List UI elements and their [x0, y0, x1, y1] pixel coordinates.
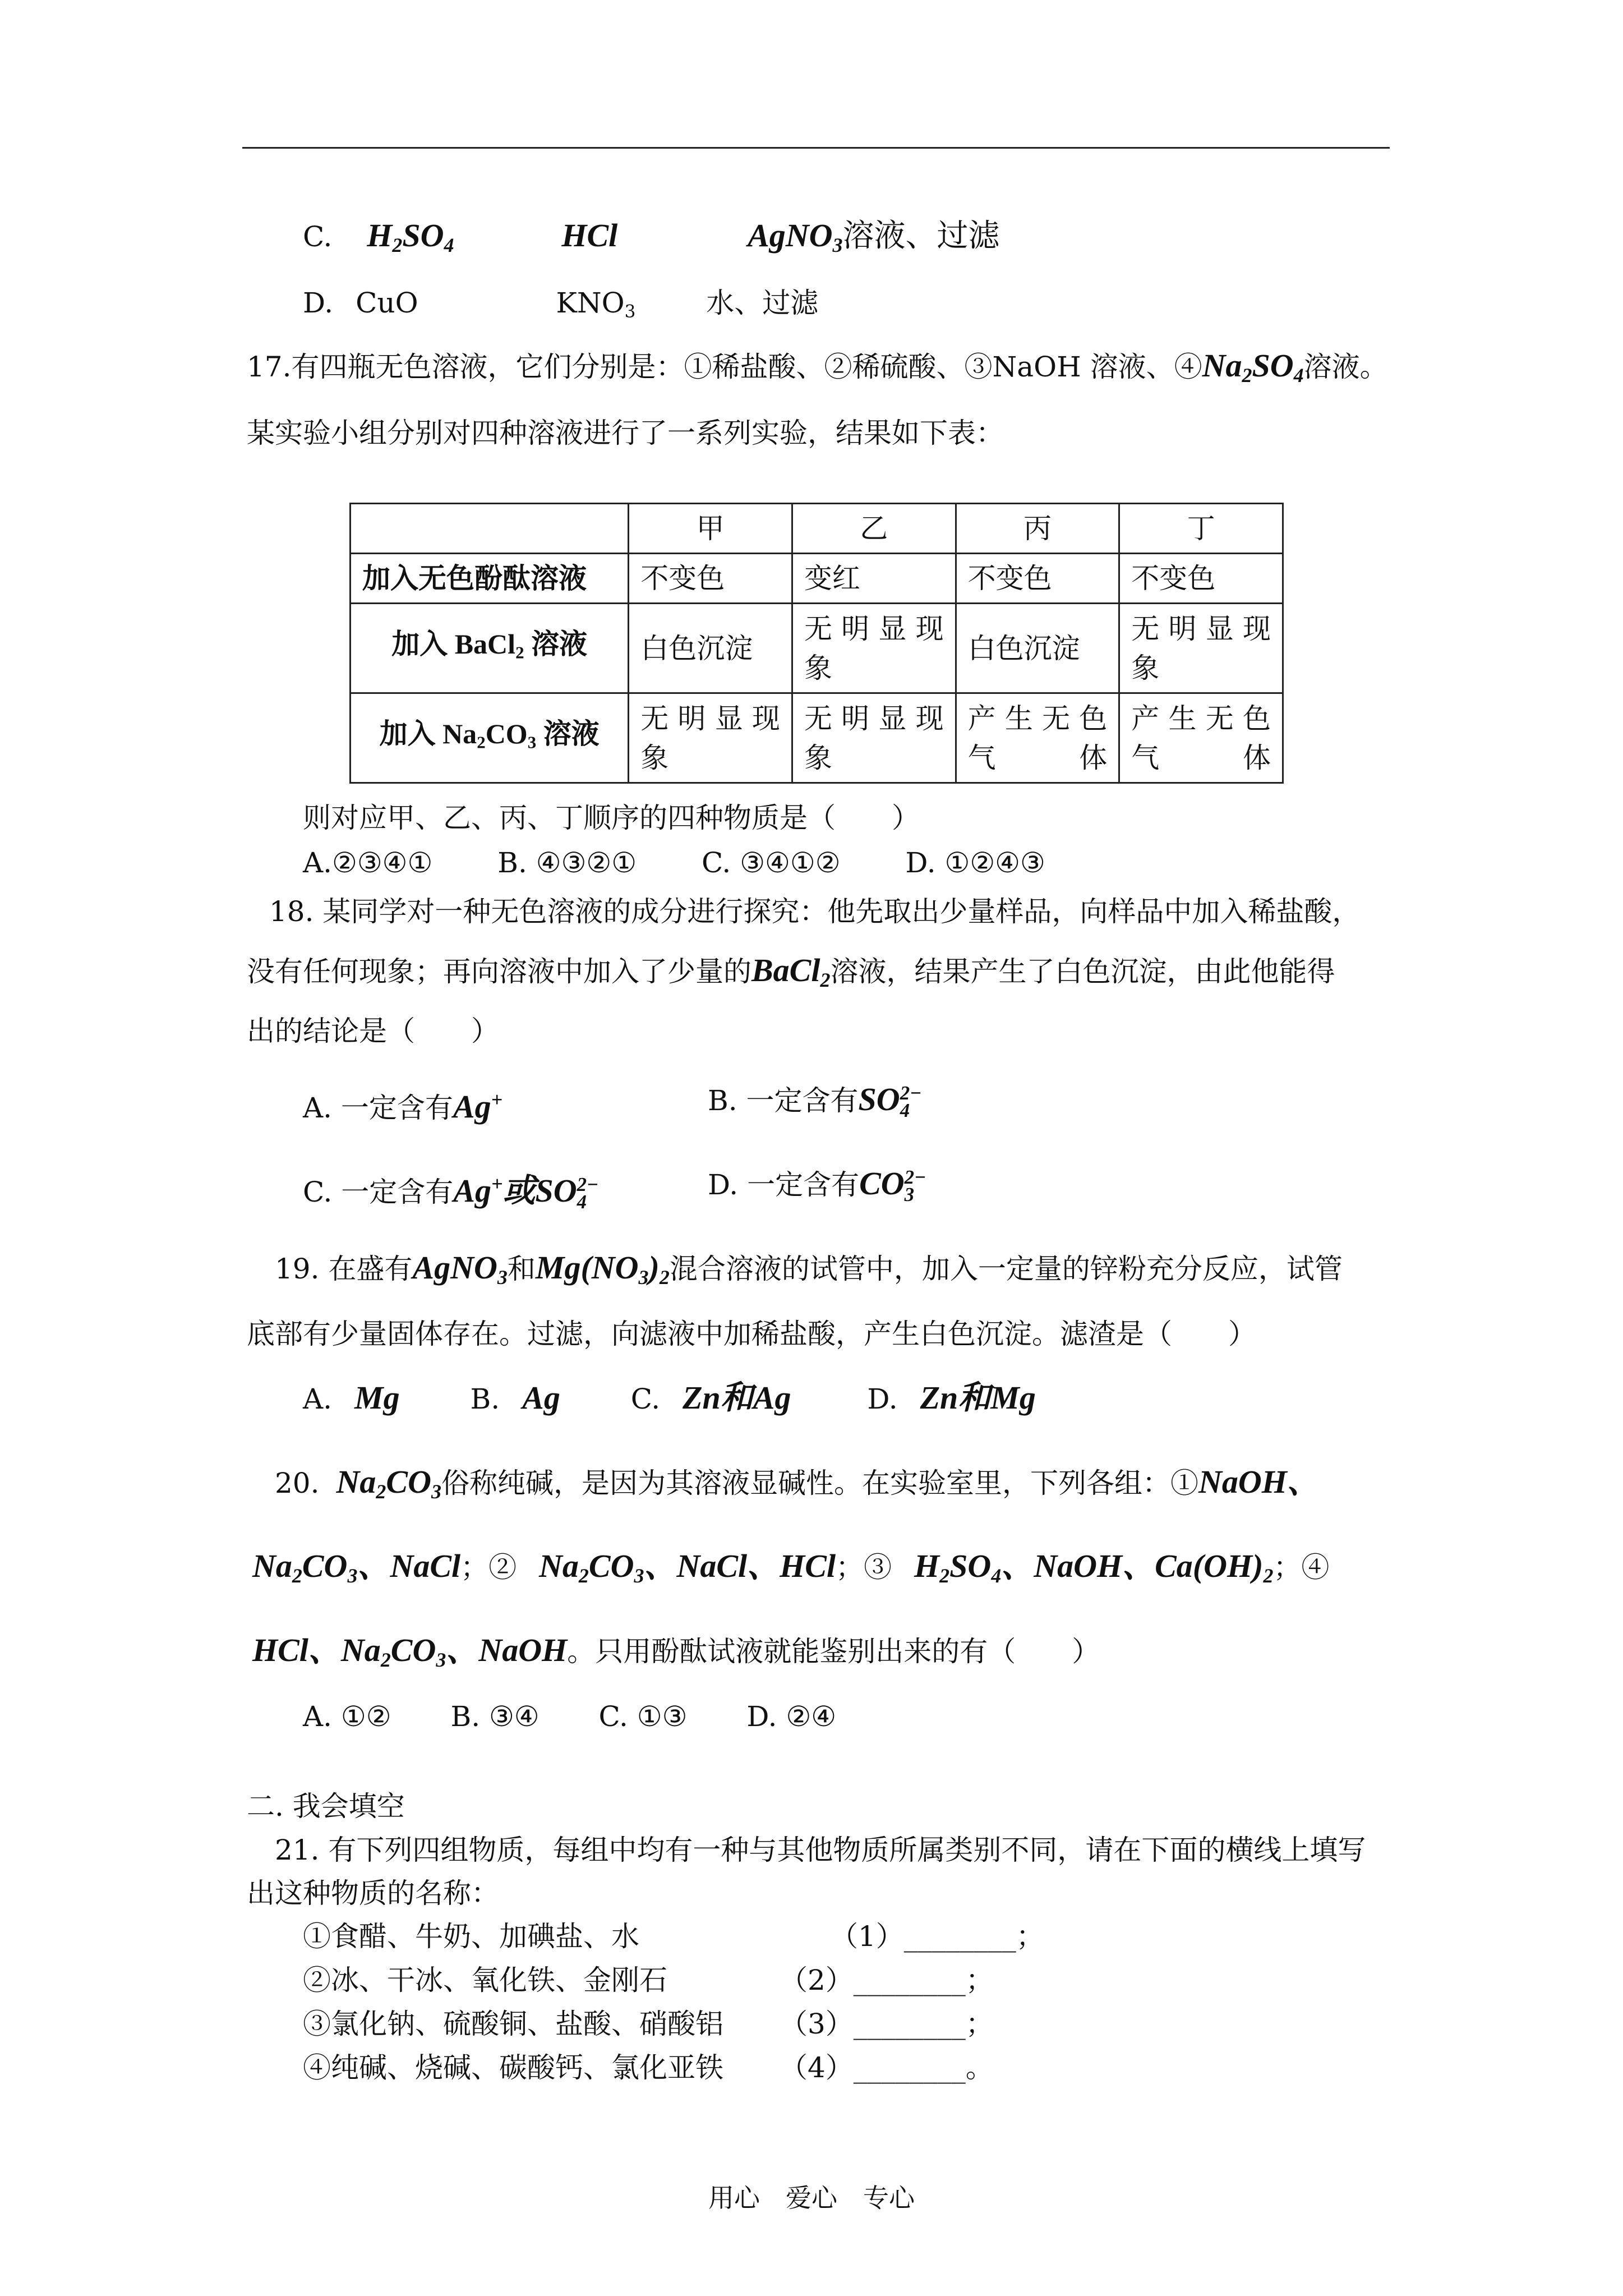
- q21-item: ④纯碱、烧碱、碳酸钙、氯化亚铁: [303, 2051, 723, 2084]
- q17-line2: 某实验小组分别对四种溶液进行了一系列实验，结果如下表：: [247, 417, 1004, 449]
- formula-mgno32: $Mg(NO_3)_2$: [535, 1249, 670, 1289]
- table-cell: 不变色: [1119, 554, 1283, 604]
- q17-options: [303, 846, 1045, 880]
- row-label: 加入 BaCl$_2$ 溶液: [351, 604, 629, 693]
- experiment-table: [349, 503, 1284, 784]
- q21-blank: （3）________；: [780, 2008, 994, 2040]
- q21-item: ③氯化钠、硫酸铜、盐酸、硝酸铝: [303, 2008, 723, 2040]
- q20-options: [303, 1700, 836, 1733]
- table-cell: 不变色: [629, 554, 792, 604]
- option-d: D. Zn和Mg: [867, 1379, 1036, 1416]
- table-cell: 无明显现象: [792, 604, 956, 693]
- table-cell: 产生无色气体: [1119, 693, 1283, 783]
- option-c-line: C. $H_2SO_4$ HCl AgNO$_3$溶液、过滤: [303, 217, 1000, 257]
- option-a: A. ①②: [303, 1700, 391, 1733]
- q18-line1: 18. 某同学对一种无色溶液的成分进行探究：他先取出少量样品，向样品中加入稀盐酸，: [269, 895, 1361, 928]
- table-header-cell: [351, 504, 629, 554]
- q18-option-a: A. 一定含有Ag+: [303, 1088, 503, 1125]
- q20-line2: $Na_2CO_3$、NaCl；② $Na_2CO_3$、NaCl、HCl；③ $H_2SO_4$、NaOH、$Ca(OH)_2$；④: [252, 1548, 1330, 1588]
- option-b: B. Ag: [470, 1379, 560, 1416]
- q21-line2: 出这种物质的名称：: [247, 1877, 499, 1910]
- table-row: [351, 693, 1283, 783]
- formula-na2co3: $Na_2CO_3$: [336, 1464, 441, 1503]
- option-a: A.②③④①: [303, 846, 433, 879]
- option-c: C. ③④①②: [701, 846, 841, 879]
- row-label: 加入无色酚酞溶液: [351, 554, 629, 604]
- option-d: D. ①②④③: [905, 846, 1045, 879]
- table-cell: 白色沉淀: [629, 604, 792, 693]
- formula-agno3: AgNO$_3$: [748, 217, 843, 257]
- table-cell: 白色沉淀: [956, 604, 1119, 693]
- option-d: D. ②④: [746, 1700, 837, 1733]
- table-cell: 无明显现象: [629, 693, 792, 783]
- header-rule: [242, 147, 1390, 149]
- page-footer: 用心 爱心 专心: [708, 2183, 915, 2213]
- q21-line1: 21. 有下列四组物质，每组中均有一种与其他物质所属类别不同，请在下面的横线上填写: [275, 1834, 1366, 1866]
- q18-line2: 没有任何现象；再向溶液中加入了少量的BaCl$_2$溶液，结果产生了白色沉淀，由此他能得: [247, 952, 1335, 992]
- q18-line3: 出的结论是（ ）: [247, 1015, 499, 1047]
- table-cell: 无明显现象: [1119, 604, 1283, 693]
- row-label: 加入 $Na_2CO_3$ 溶液: [351, 693, 629, 783]
- formula-h2so4: $H_2SO_4$: [367, 217, 454, 257]
- option-c: C. Zn和Ag: [630, 1379, 791, 1416]
- q17-line1: 17.有四瓶无色溶液，它们分别是：①稀盐酸、②稀硫酸、③NaOH 溶液、$④Na_2SO_4$溶液。: [247, 347, 1388, 387]
- formula-hcl: HCl: [561, 217, 618, 254]
- option-c: C. ①③: [598, 1700, 688, 1733]
- q21-item: ①食醋、牛奶、加碘盐、水: [303, 1920, 639, 1953]
- q18-option-b: B. 一定含有SO 2− 4: [708, 1081, 922, 1122]
- table-cell: 无明显现象: [792, 693, 956, 783]
- formula-agno3: AgNO$_3$: [412, 1249, 508, 1289]
- option-a: A. Mg: [303, 1379, 400, 1416]
- table-cell: 不变色: [956, 554, 1119, 604]
- q18-option-d: D. 一定含有CO 2− 3: [708, 1165, 926, 1206]
- option-d-line: D. CuO $KNO_3$ 水、过滤: [303, 287, 819, 322]
- table-header-cell: 丙: [956, 504, 1119, 554]
- formula-bacl2: BaCl$_2$: [751, 952, 831, 992]
- q20-line1: 20. $Na_2CO_3$俗称纯碱，是因为其溶液显碱性。在实验室里，下列各组：①NaOH、: [275, 1464, 1320, 1503]
- q21-item: ②冰、干冰、氧化铁、金刚石: [303, 1964, 667, 1996]
- q19-line2: 底部有少量固体存在。过滤，向滤液中加稀盐酸，产生白色沉淀。滤渣是（ ）: [247, 1318, 1256, 1350]
- table-header-row: [351, 504, 1283, 554]
- q19-line1: 19. 在盛有AgNO$_3$和$Mg(NO_3)_2$混合溶液的试管中，加入一定量的锌粉充分反应，试管: [275, 1249, 1343, 1289]
- q17-question: 则对应甲、乙、丙、丁顺序的四种物质是（ ）: [303, 802, 920, 834]
- option-b: B. ③④: [450, 1700, 540, 1733]
- q21-blank: （1）________；: [830, 1920, 1044, 1953]
- table-header-cell: 甲: [629, 504, 792, 554]
- q20-line3: HCl、$Na_2CO_3$、NaOH。只用酚酞试液就能鉴别出来的有（ ）: [252, 1632, 1100, 1672]
- q19-options: [303, 1381, 1036, 1416]
- table-row: [351, 554, 1283, 604]
- table-row: [351, 604, 1283, 693]
- section-title: 二. 我会填空: [247, 1790, 405, 1823]
- table-header-cell: 乙: [792, 504, 956, 554]
- q18-option-c: C. 一定含有Ag+或SO 2− 4: [303, 1172, 599, 1213]
- option-b: B. ④③②①: [497, 846, 637, 879]
- formula-na2so4: $Na_2SO_4$: [1202, 347, 1304, 387]
- q21-blank: （4）________。: [780, 2051, 994, 2084]
- table-cell: 变红: [792, 554, 956, 604]
- table-cell: 产生无色气体: [956, 693, 1119, 783]
- table-header-cell: 丁: [1119, 504, 1283, 554]
- q21-blank: （2）________；: [780, 1964, 994, 1996]
